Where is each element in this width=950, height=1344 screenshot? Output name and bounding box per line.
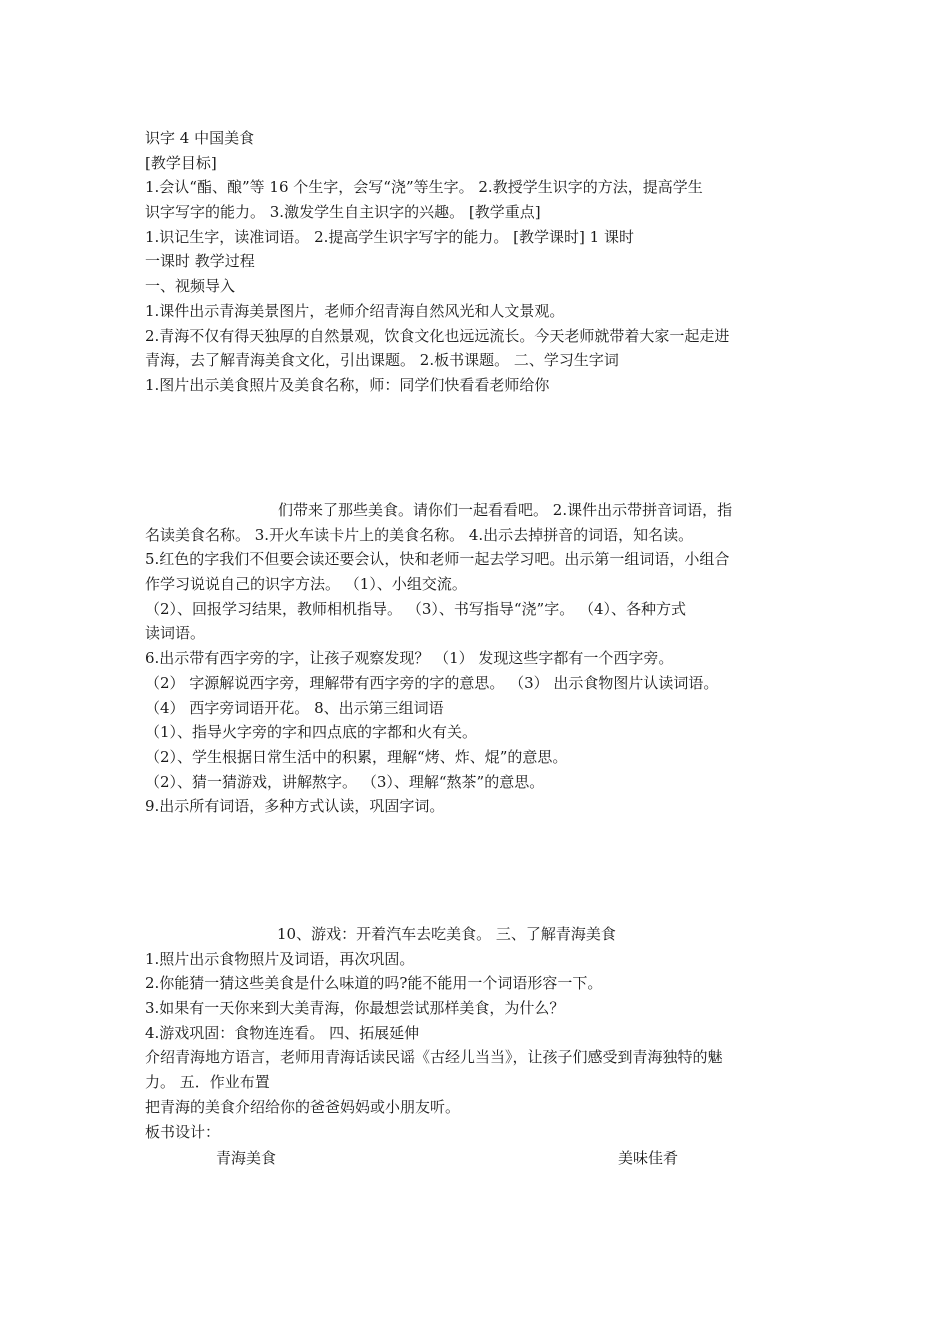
text-line: （1）、指导火字旁的字和四点底的字都和火有关。 [145,723,478,742]
text-line: 1.照片出示食物照片及词语，再次巩固。 [145,949,415,968]
text-line: 识字 4 中国美食 [145,129,255,147]
text-line: 们带来了那些美食。请你们一起看看吧。 2.课件出示带拼音词语，指 [278,501,733,519]
text-line: 1.识记生字，读准词语。 2.提高学生识字写字的能力。 [教学课时] 1 课时 [145,227,634,246]
text-line: 1.课件出示青海美景图片，老师介绍青海自然风光和人文景观。 [145,301,565,320]
text-line: 识字写字的能力。 3.激发学生自主识字的兴趣。 [教学重点] [145,203,541,222]
text-line: 介绍青海地方语言，老师用青海话读民谣《古经儿当当》，让孩子们感受到青海独特的魅 [145,1048,723,1067]
text-block-1 [145,126,817,398]
board-design-left: 青海美食 [216,1149,277,1167]
text-line: 9.出示所有词语，多种方式认读，巩固字词。 [145,797,445,816]
text-line: 10、游戏：开着汽车去吃美食。 三、了解青海美食 [277,925,616,943]
board-design-right: 美味佳肴 [618,1149,679,1167]
text-line: 青海，去了解青海美食文化，引出课题。 2.板书课题。 二、学习生字词 [145,351,619,370]
text-line: 5.红色的字我们不但要会读还要会认，快和老师一起去学习吧。出示第一组词语，小组合 [145,550,730,569]
text-line: 作学习说说自己的识字方法。 （1）、小组交流。 [145,575,467,594]
text-line: 1.图片出示美食照片及美食名称，师：同学们快看看老师给你 [145,375,550,394]
text-line: 4.游戏巩固：食物连连看。 四、拓展延伸 [145,1023,420,1042]
text-line: 1.会认“酯、酿”等 16 个生字，会写“浇”等生字。 2.教授学生识字的方法，提高学生 [145,178,703,197]
text-line: 6.出示带有西字旁的字，让孩子观察发现？ （1） 发现这些字都有一个西字旁。 [145,649,674,668]
text-line: 一、视频导入 [145,277,236,296]
text-line: （2）、学生根据日常生活中的积累，理解“烤、炸、焜”的意思。 [145,747,568,766]
text-block-2 [145,498,817,819]
text-line: 2.你能猜一猜这些美食是什么味道的吗?能不能用一个词语形容一下。 [145,974,603,993]
text-line: （2）、回报学习结果，教师相机指导。 （3）、书写指导“浇”字。 （4）、各种方式 [145,599,687,618]
text-line: 力。 五．作业布置 [145,1073,270,1092]
text-line: （2）、猜一猜游戏，讲解熬字。 （3）、理解“熬茶”的意思。 [145,772,545,791]
text-line: 读词语。 [145,624,206,643]
text-line: （2） 字源解说西字旁，理解带有西字旁的字的意思。 （3） 出示食物图片认读词语。 [145,673,719,692]
text-line: 2.青海不仅有得天独厚的自然景观，饮食文化也远远流长。今天老师就带着大家一起走进 [145,326,730,345]
text-line: 把青海的美食介绍给你的爸爸妈妈或小朋友听。 [145,1097,461,1116]
text-line: 一课时 教学过程 [145,252,255,271]
text-line: 板书设计： [145,1122,221,1141]
text-line: （4） 西字旁词语开花。 8、出示第三组词语 [145,698,444,717]
text-line: 3.如果有一天你来到大美青海，你最想尝试那样美食，为什么？ [145,999,565,1018]
text-line: 名读美食名称。 3.开火车读卡片上的美食名称。 4.出示去掉拼音的词语，知名读。 [145,525,694,544]
text-line: [教学目标] [145,153,217,172]
text-block-3 [145,922,817,1144]
